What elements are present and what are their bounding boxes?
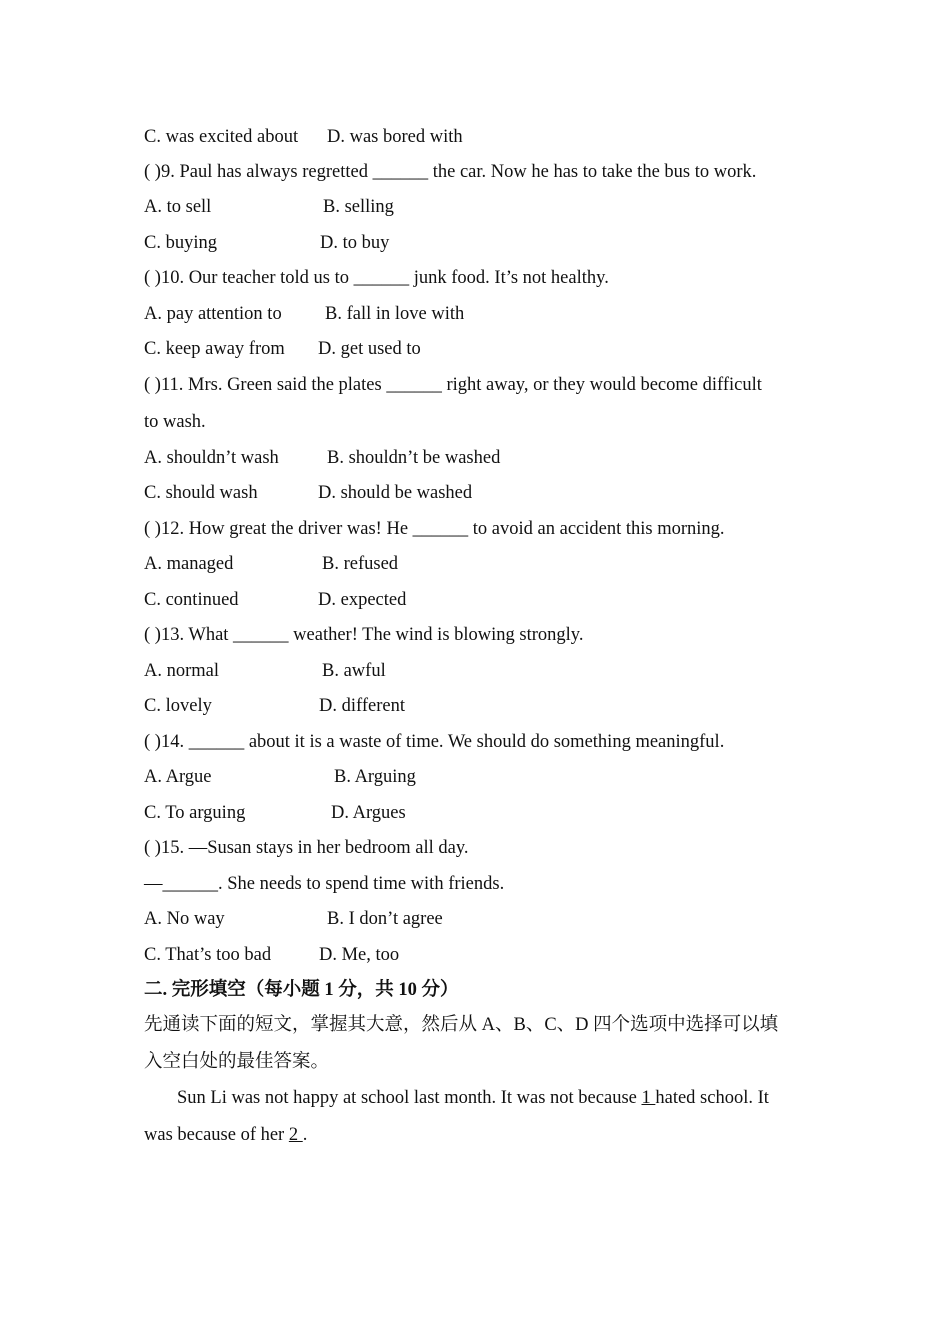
option-c: C. keep away from xyxy=(144,339,285,359)
question-11: ( )11. Mrs. Green said the plates ______ right away, or they would become difficult xyxy=(144,375,762,395)
option-c: C. was excited about xyxy=(144,127,299,147)
option-b: B. Arguing xyxy=(334,767,416,787)
question-14: ( )14. ______ about it is a waste of time. We should do something meaningful. xyxy=(144,732,725,752)
option-d: D. Argues xyxy=(331,803,406,823)
option-c: C. lovely xyxy=(144,696,212,716)
option-d: D. different xyxy=(319,696,405,716)
option-c: C. continued xyxy=(144,590,239,610)
option-c: C. should wash xyxy=(144,483,258,503)
option-a: A. No way xyxy=(144,909,225,929)
option-b: B. fall in love with xyxy=(325,304,465,324)
option-a: A. to sell xyxy=(144,197,212,217)
option-d: D. to buy xyxy=(320,233,390,253)
question-13: ( )13. What ______ weather! The wind is blowing strongly. xyxy=(144,625,584,645)
option-a: A. managed xyxy=(144,554,234,574)
passage-text: was because of her xyxy=(144,1125,289,1145)
option-c: C. buying xyxy=(144,233,217,253)
option-b: B. awful xyxy=(322,661,386,681)
option-b: B. shouldn’t be washed xyxy=(327,448,501,468)
question-10: ( )10. Our teacher told us to ______ junk food. It’s not healthy. xyxy=(144,268,609,288)
section-instructions: 先通读下面的短文，掌握其大意，然后从 A、B、C、D 四个选项中选择可以填 xyxy=(144,1015,779,1035)
blank-1: 1 xyxy=(641,1088,656,1108)
option-a: A. pay attention to xyxy=(144,304,282,324)
option-d: D. should be washed xyxy=(318,483,473,503)
blank-2: 2 xyxy=(288,1125,303,1145)
option-b: B. I don’t agree xyxy=(327,909,443,929)
passage-line-2 xyxy=(144,1124,307,1146)
question-15-reply: —______. She needs to spend time with friends. xyxy=(144,874,505,894)
option-b: B. selling xyxy=(323,197,394,217)
passage-line-1 xyxy=(177,1087,769,1109)
passage-text: hated school. It xyxy=(655,1088,769,1108)
section-instructions-continued: 入空白处的最佳答案。 xyxy=(144,1052,330,1072)
option-b: B. refused xyxy=(322,554,399,574)
option-a: A. normal xyxy=(144,661,220,681)
question-12: ( )12. How great the driver was! He ______ to avoid an accident this morning. xyxy=(144,519,725,539)
option-a: A. shouldn’t wash xyxy=(144,448,279,468)
section-heading: 二. 完形填空（每小题 1 分，共 10 分） xyxy=(144,980,459,1000)
option-c: C. That’s too bad xyxy=(144,945,272,965)
option-d: D. was bored with xyxy=(327,127,463,147)
passage-text: . xyxy=(302,1125,308,1145)
question-11-continued: to wash. xyxy=(144,412,206,432)
passage-text: Sun Li was not happy at school last month. It was not because xyxy=(177,1088,642,1108)
option-d: D. Me, too xyxy=(319,945,400,965)
option-c: C. To arguing xyxy=(144,803,246,823)
option-d: D. expected xyxy=(318,590,407,610)
option-d: D. get used to xyxy=(318,339,421,359)
question-15: ( )15. —Susan stays in her bedroom all day. xyxy=(144,838,469,858)
option-a: A. Argue xyxy=(144,767,212,787)
question-9: ( )9. Paul has always regretted ______ the car. Now he has to take the bus to work. xyxy=(144,162,757,182)
